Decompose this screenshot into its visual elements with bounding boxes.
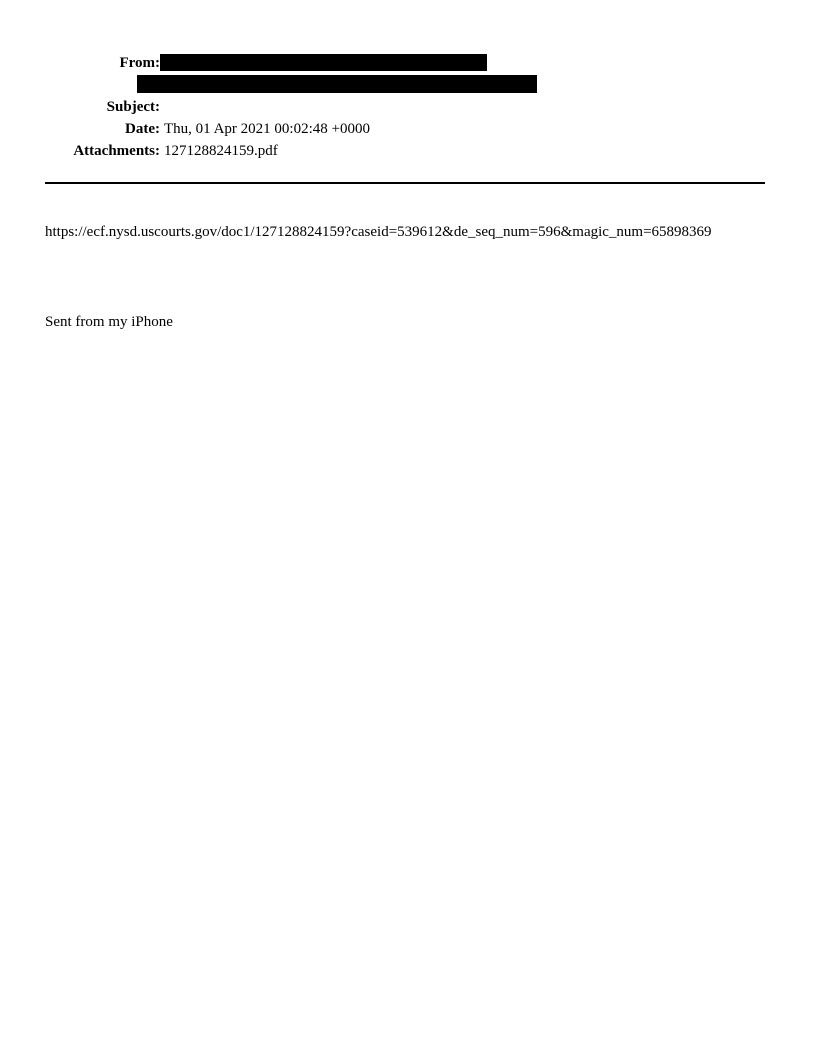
redaction-bar-from-line-1 bbox=[160, 54, 487, 71]
header-separator-rule bbox=[45, 182, 765, 184]
court-document-link: https://ecf.nysd.uscourts.gov/doc1/127128824159?caseid=539612&de_seq_num=596&magic_num=65898369 bbox=[45, 224, 712, 240]
redaction-bar-from-line-2 bbox=[137, 75, 537, 93]
from-label: From: bbox=[119, 55, 160, 71]
email-signature: Sent from my iPhone bbox=[45, 314, 173, 330]
date-label: Date: bbox=[125, 121, 160, 137]
subject-label: Subject: bbox=[106, 99, 160, 115]
attachments-value: 127128824159.pdf bbox=[164, 143, 278, 159]
attachments-label: Attachments: bbox=[73, 143, 160, 159]
date-value: Thu, 01 Apr 2021 00:02:48 +0000 bbox=[164, 121, 370, 137]
